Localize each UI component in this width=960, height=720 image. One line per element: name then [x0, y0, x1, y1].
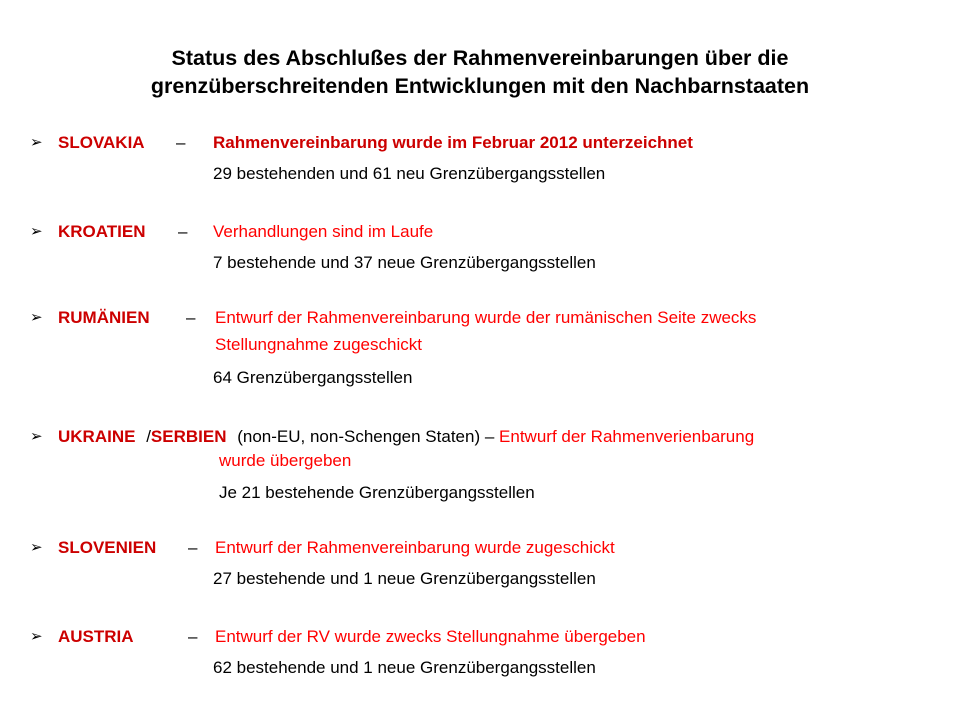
bullet-arrow-icon: ➢ — [30, 134, 43, 151]
status-text-line-2: Stellungnahme zugeschickt — [215, 335, 422, 354]
status-text-line-1: Entwurf der Rahmenverienbarung — [499, 427, 755, 446]
title-line-2: grenzüberschreitenden Entwicklungen mit den Nachbarnstaaten — [150, 74, 810, 98]
dash: – — [186, 308, 196, 327]
status-text-line-1: Entwurf der Rahmenvereinbarung wurde der rumänischen Seite zwecks — [215, 308, 757, 327]
country-name: SLOVENIEN — [58, 538, 157, 557]
detail-text: 62 bestehende und 1 neue Grenzübergangsstellen — [213, 658, 596, 677]
country-name-serbien: SERBIEN — [150, 427, 227, 446]
country-name: SLOVAKIA — [58, 133, 145, 152]
slide-title — [30, 44, 930, 100]
bullet-arrow-icon: ➢ — [30, 428, 43, 445]
country-name-ukraine: UKRAINE — [58, 427, 136, 446]
bullet-arrow-icon: ➢ — [30, 539, 43, 556]
bullet-arrow-icon: ➢ — [30, 628, 43, 645]
title-line-1: Status des Abschlußes der Rahmenvereinbarungen über die — [171, 46, 789, 70]
name-separator: / — [146, 427, 151, 446]
detail-text: 27 bestehende und 1 neue Grenzübergangsstellen — [213, 569, 596, 588]
country-name: KROATIEN — [58, 222, 146, 241]
dash: – — [188, 538, 198, 557]
bullet-arrow-icon: ➢ — [30, 309, 43, 326]
note-text: (non-EU, non-Schengen Staten) – — [237, 427, 495, 446]
detail-text: 29 bestehenden und 61 neu Grenzübergangsstellen — [213, 164, 606, 183]
status-text: Entwurf der RV wurde zwecks Stellungnahme übergeben — [215, 627, 646, 646]
detail-text: 64 Grenzübergangsstellen — [213, 368, 413, 387]
dash: – — [188, 627, 198, 646]
detail-text: 7 bestehende und 37 neue Grenzübergangsstellen — [213, 253, 596, 272]
status-text: Entwurf der Rahmenvereinbarung wurde zugeschickt — [215, 538, 615, 557]
status-text-line-2: wurde übergeben — [219, 451, 352, 470]
country-name: RUMÄNIEN — [58, 308, 150, 327]
status-text: Rahmenvereinbarung wurde im Februar 2012 unterzeichnet — [213, 133, 693, 152]
country-name: AUSTRIA — [58, 627, 134, 646]
bullet-arrow-icon: ➢ — [30, 223, 43, 240]
detail-text: Je 21 bestehende Grenzübergangsstellen — [219, 483, 535, 502]
dash: – — [176, 133, 186, 152]
dash: – — [178, 222, 188, 241]
status-text: Verhandlungen sind im Laufe — [213, 222, 434, 241]
